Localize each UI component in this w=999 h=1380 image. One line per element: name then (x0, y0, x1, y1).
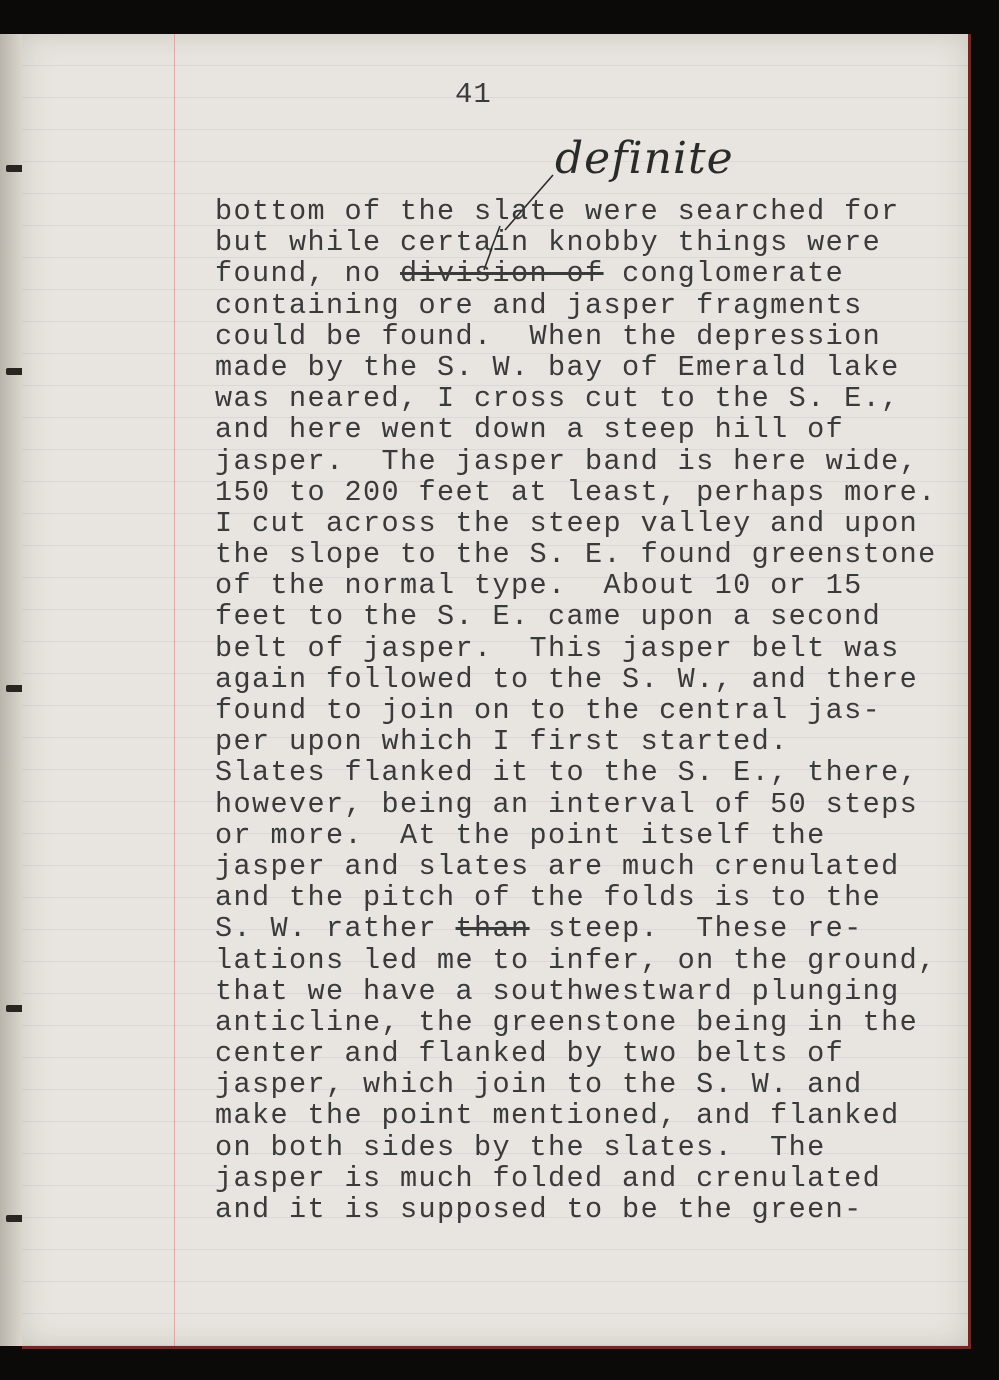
text-line (215, 1100, 975, 1131)
text-line (215, 383, 975, 414)
line-text: found to join on to the central jas- (215, 694, 882, 727)
line-text: center and flanked by two belts of (215, 1037, 845, 1071)
line-text: per upon which I first started. (215, 725, 789, 759)
text-line (215, 695, 975, 726)
text-line (215, 1194, 975, 1225)
text-line (215, 1163, 975, 1194)
text-line (215, 352, 975, 383)
text-line (215, 664, 975, 695)
line-text: anticline, the greenstone being in the (215, 1005, 919, 1039)
line-text: Slates flanked it to the S. E., there, (215, 756, 919, 790)
text-line (215, 414, 975, 445)
struck-out-text: division of (400, 257, 604, 291)
text-line (215, 539, 975, 570)
typewritten-body (215, 196, 975, 1225)
text-line (215, 633, 975, 664)
line-text: or more. At the point itself the (215, 818, 826, 852)
text-line (215, 976, 975, 1007)
line-text: was neared, I cross cut to the S. E., (215, 382, 900, 416)
line-text: could be found. When the depression (215, 319, 882, 353)
line-text: again followed to the S. W., and there (215, 662, 919, 696)
text-line (215, 913, 975, 944)
text-line (215, 227, 975, 258)
struck-out-text: than (455, 912, 530, 946)
text-line (215, 1038, 975, 1069)
text-line (215, 601, 975, 632)
line-text: and here went down a steep hill of (215, 413, 845, 447)
text-line (215, 882, 975, 913)
line-text: made by the S. W. bay of Emerald lake (215, 350, 900, 384)
text-line (215, 789, 975, 820)
line-text: make the point mentioned, and flanked (215, 1099, 900, 1133)
line-text: however, being an interval of 50 steps (215, 787, 919, 821)
text-line (215, 258, 975, 289)
line-text: steep. These re- (529, 912, 863, 946)
text-line (215, 508, 975, 539)
line-text: feet to the S. E. came upon a second (215, 600, 882, 634)
line-text: found, no (215, 257, 401, 291)
text-line (215, 1132, 975, 1163)
line-text: but while certain knobby things were (215, 226, 882, 260)
line-text: conglomerate (603, 257, 845, 291)
line-text: bottom of the slate were searched for (215, 195, 900, 228)
text-line (215, 321, 975, 352)
line-text: I cut across the steep valley and upon (215, 506, 919, 540)
line-text: jasper. The jasper band is here wide, (215, 444, 919, 478)
line-text: the slope to the S. E. found greenstone (215, 538, 937, 572)
text-line (215, 851, 975, 882)
line-text: that we have a southwestward plunging (215, 974, 900, 1008)
line-text: belt of jasper. This jasper belt was (215, 631, 900, 665)
text-line (215, 945, 975, 976)
line-text: jasper is much folded and crenulated (215, 1161, 882, 1195)
page-number: 41 (455, 78, 492, 111)
line-text: and it is supposed to be the green- (215, 1193, 863, 1226)
line-text: of the normal type. About 10 or 15 (215, 569, 863, 603)
line-text: containing ore and jasper fragments (215, 288, 863, 322)
line-text: 150 to 200 feet at least, perhaps more. (215, 475, 937, 509)
text-line (215, 1007, 975, 1038)
text-line (215, 820, 975, 851)
text-line (215, 290, 975, 321)
text-line (215, 726, 975, 757)
line-text: and the pitch of the folds is to the (215, 881, 882, 915)
line-text: jasper and slates are much crenulated (215, 849, 900, 883)
line-text: on both sides by the slates. The (215, 1130, 826, 1164)
text-line (215, 196, 975, 227)
text-line (215, 570, 975, 601)
line-text: jasper, which join to the S. W. and (215, 1068, 863, 1102)
text-line (215, 757, 975, 788)
line-text: S. W. rather (215, 912, 456, 946)
text-line (215, 477, 975, 508)
text-line (215, 1069, 975, 1100)
line-text: lations led me to infer, on the ground, (215, 943, 937, 977)
text-line (215, 446, 975, 477)
handwritten-insertion: definite (555, 133, 734, 184)
